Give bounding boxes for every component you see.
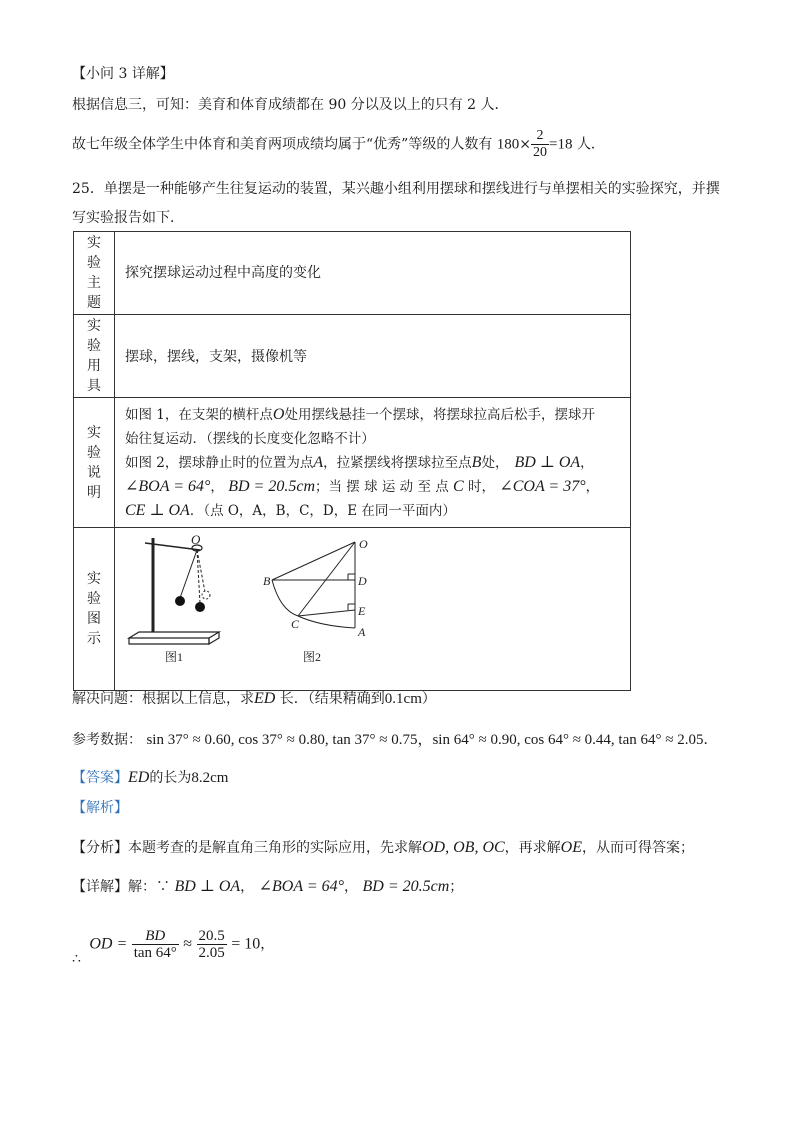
reference-values: sin 37° ≈ 0.60, cos 37° ≈ 0.80, tan 37° ≈ 0.75，sin 64° ≈ 0.90, cos 64° ≈ 0.44, tan 64° ≈ 2.05 [146, 732, 704, 748]
desc-text: 处， [481, 454, 509, 471]
label-figures [74, 528, 115, 691]
experiment-report-table [73, 231, 631, 691]
analysis-text: 【分析】本题考查的是解直角三角形的实际应用，先求解 [72, 840, 422, 856]
reference-label: 参考数据： [72, 732, 142, 748]
label-char: 主 [87, 275, 101, 291]
sub3-line1: 根据信息三，可知：美育和体育成绩都在 90 分以及以上的只有 2 人． [72, 97, 509, 113]
detail-perp: BD ⊥ OA [174, 878, 241, 895]
desc-text: 如图 1，在支架的横杆点 [125, 406, 273, 423]
fraction-numerator: 20.5 [198, 928, 225, 944]
label-topic [74, 232, 115, 315]
angle-boa: ∠BOA = 64° [125, 477, 211, 495]
label-char: 明 [87, 484, 101, 501]
detail-line: 【详解】解：∵ BD ⊥ OA， ∠BOA = 64°， BD = 20.5cm； [72, 878, 464, 895]
fig2-label-D: D [358, 574, 367, 588]
times-sign: × [519, 136, 532, 153]
answer-value: 8.2cm [191, 770, 229, 786]
fraction-20-5-over-2-05 [197, 928, 227, 961]
od-equation [72, 928, 274, 967]
sub3-line2 [72, 128, 605, 161]
label-char: 实 [87, 235, 101, 251]
detail-length: BD = 20.5cm [362, 878, 450, 895]
label-char: 示 [87, 631, 101, 647]
pendulum-ball-right [202, 591, 210, 599]
desc-text: 时， [468, 478, 496, 495]
od-comma: ， [260, 936, 275, 953]
figures-svg [115, 528, 631, 690]
label-char: 题 [87, 295, 101, 311]
fraction-bd-tan64 [132, 928, 179, 961]
desc-line4: ∠BOA = 64°， BD = 20.5cm；当 摆 球 运 动 至 点 C 时， ∠COA = 37°， [125, 477, 600, 495]
question-text: 解决问题：根据以上信息，求 [72, 691, 254, 707]
reference-data-line: 参考数据： sin 37° ≈ 0.60, cos 37° ≈ 0.80, tan 37° ≈ 0.75，sin 64° ≈ 0.90, cos 64° ≈ 0.44, tan 64° ≈ 2.05． [72, 732, 718, 748]
desc-line5 [125, 499, 620, 523]
label-char: 用 [87, 358, 101, 374]
fraction-denominator: 20 [533, 145, 548, 160]
desc-text: ；当 摆 球 运 动 至 点 [315, 478, 449, 495]
label-char: 说 [87, 464, 101, 481]
approx-sign: ≈ [183, 935, 193, 953]
fig1-label-O: O [191, 532, 201, 547]
answer-ed: ED [128, 769, 150, 786]
answer-tag: 【答案】 [72, 770, 128, 786]
analysis-text: ，从而可得答案； [582, 840, 694, 856]
q25-intro-line1: 25．单摆是一种能够产生往复运动的装置，某兴趣小组利用摆球和摆线进行与单摆相关的实验探究，并撰 [72, 181, 720, 197]
q25-intro-line2: 写实验报告如下． [72, 210, 184, 226]
desc-line2: 始往复运动．（摆线的长度变化忽略不计） [125, 430, 375, 447]
fraction-numerator: BD [132, 928, 179, 945]
desc-text: ，拉紧摆线将摆球拉至点 [323, 454, 472, 471]
fig2-label-B: B [263, 574, 271, 588]
analysis-oe: OE [560, 839, 582, 856]
fig2-label-E: E [358, 604, 366, 618]
fraction-denominator: 2.05 [198, 945, 225, 961]
row-tools [74, 315, 631, 398]
question-ed: ED [254, 690, 276, 707]
question-line [72, 688, 436, 708]
question-text: 长．（结果精确到 [279, 691, 385, 707]
tools-content: 摆球，摆线，支架，摄像机等 [115, 315, 631, 398]
analysis-line [72, 837, 694, 857]
analysis-text: ，再求解 [504, 840, 561, 856]
point-C: C [453, 477, 464, 495]
figure-1-caption: 图1 [165, 650, 184, 664]
sub3-heading: 【小问 3 详解】 [72, 66, 174, 82]
question-precision: 0.1cm [384, 691, 422, 707]
desc-text: 处用摆线悬挂一个摆球，将摆球拉高后松手，摆球开 [284, 406, 595, 423]
topic-content: 探究摆球运动过程中高度的变化 [115, 232, 631, 315]
label-char: 实 [87, 571, 101, 587]
answer-text: 的长为 [149, 770, 192, 786]
desc-line3: 如图 2，摆球静止时的位置为点A，拉紧摆线将摆球拉至点B处， BD ⊥ OA， [125, 453, 594, 471]
question-text: ） [421, 691, 436, 707]
pendulum-ball-left [175, 596, 185, 606]
label-char: 验 [87, 255, 101, 271]
fraction-numerator: 2 [531, 128, 549, 145]
sub3-line2-text: 故七年级全体学生中体育和美育两项成绩均属于“优秀”等级的人数有 [72, 136, 493, 153]
detail-tag: 【详解】解：∵ [72, 879, 170, 895]
detail-angle: ∠BOA = 64° [258, 878, 345, 895]
sub3-180: 180 [496, 136, 520, 153]
angle-coa: ∠COA = 37° [499, 477, 586, 495]
sub3-result: =18 [549, 136, 573, 153]
fig2-label-C: C [291, 617, 300, 631]
figure-2-geometry [272, 542, 355, 628]
label-char: 验 [87, 444, 101, 461]
label-char: 图 [87, 611, 101, 627]
point-B: B [471, 453, 482, 471]
desc-text: 如图 2，摆球静止时的位置为点 [125, 454, 314, 471]
answer-line [72, 767, 228, 787]
detail-semicolon: ； [449, 879, 464, 895]
fig2-label-A: A [358, 625, 366, 639]
fig2-label-O: O [359, 537, 368, 551]
od-lhs: OD = [89, 935, 128, 953]
desc-line1 [125, 403, 620, 427]
figures-cell [115, 528, 631, 691]
fraction-2-20 [531, 128, 549, 161]
point-A: A [313, 453, 324, 471]
perp-ce-oa: CE ⊥ OA [125, 501, 190, 519]
desc-text: ．（点 O，A，B，C，D，E 在同一平面内） [189, 502, 456, 519]
sub3-unit: 人． [576, 136, 605, 153]
length-bd: BD = 20.5cm [228, 477, 315, 495]
figure-2-caption: 图2 [303, 650, 322, 664]
label-char: 验 [87, 338, 101, 354]
pendulum-ball-bottom [195, 602, 205, 612]
label-char: 实 [87, 318, 101, 334]
analysis-tag: 【解析】 [72, 800, 128, 816]
therefore-symbol: ∴ [72, 950, 81, 967]
label-tools [74, 315, 115, 398]
row-figures [74, 528, 631, 691]
od-result: = 10 [231, 935, 261, 953]
row-topic [74, 232, 631, 315]
label-char: 验 [87, 591, 101, 607]
perp-bd-oa: BD ⊥ OA [514, 453, 581, 471]
point-O: O [272, 405, 285, 423]
row-description [74, 398, 631, 528]
fraction-denominator: tan 64° [133, 945, 177, 961]
analysis-segments: OD, OB, OC [422, 839, 505, 856]
label-description [74, 398, 115, 528]
label-char: 具 [87, 378, 101, 394]
label-char: 实 [87, 424, 101, 441]
description-content [115, 398, 631, 528]
